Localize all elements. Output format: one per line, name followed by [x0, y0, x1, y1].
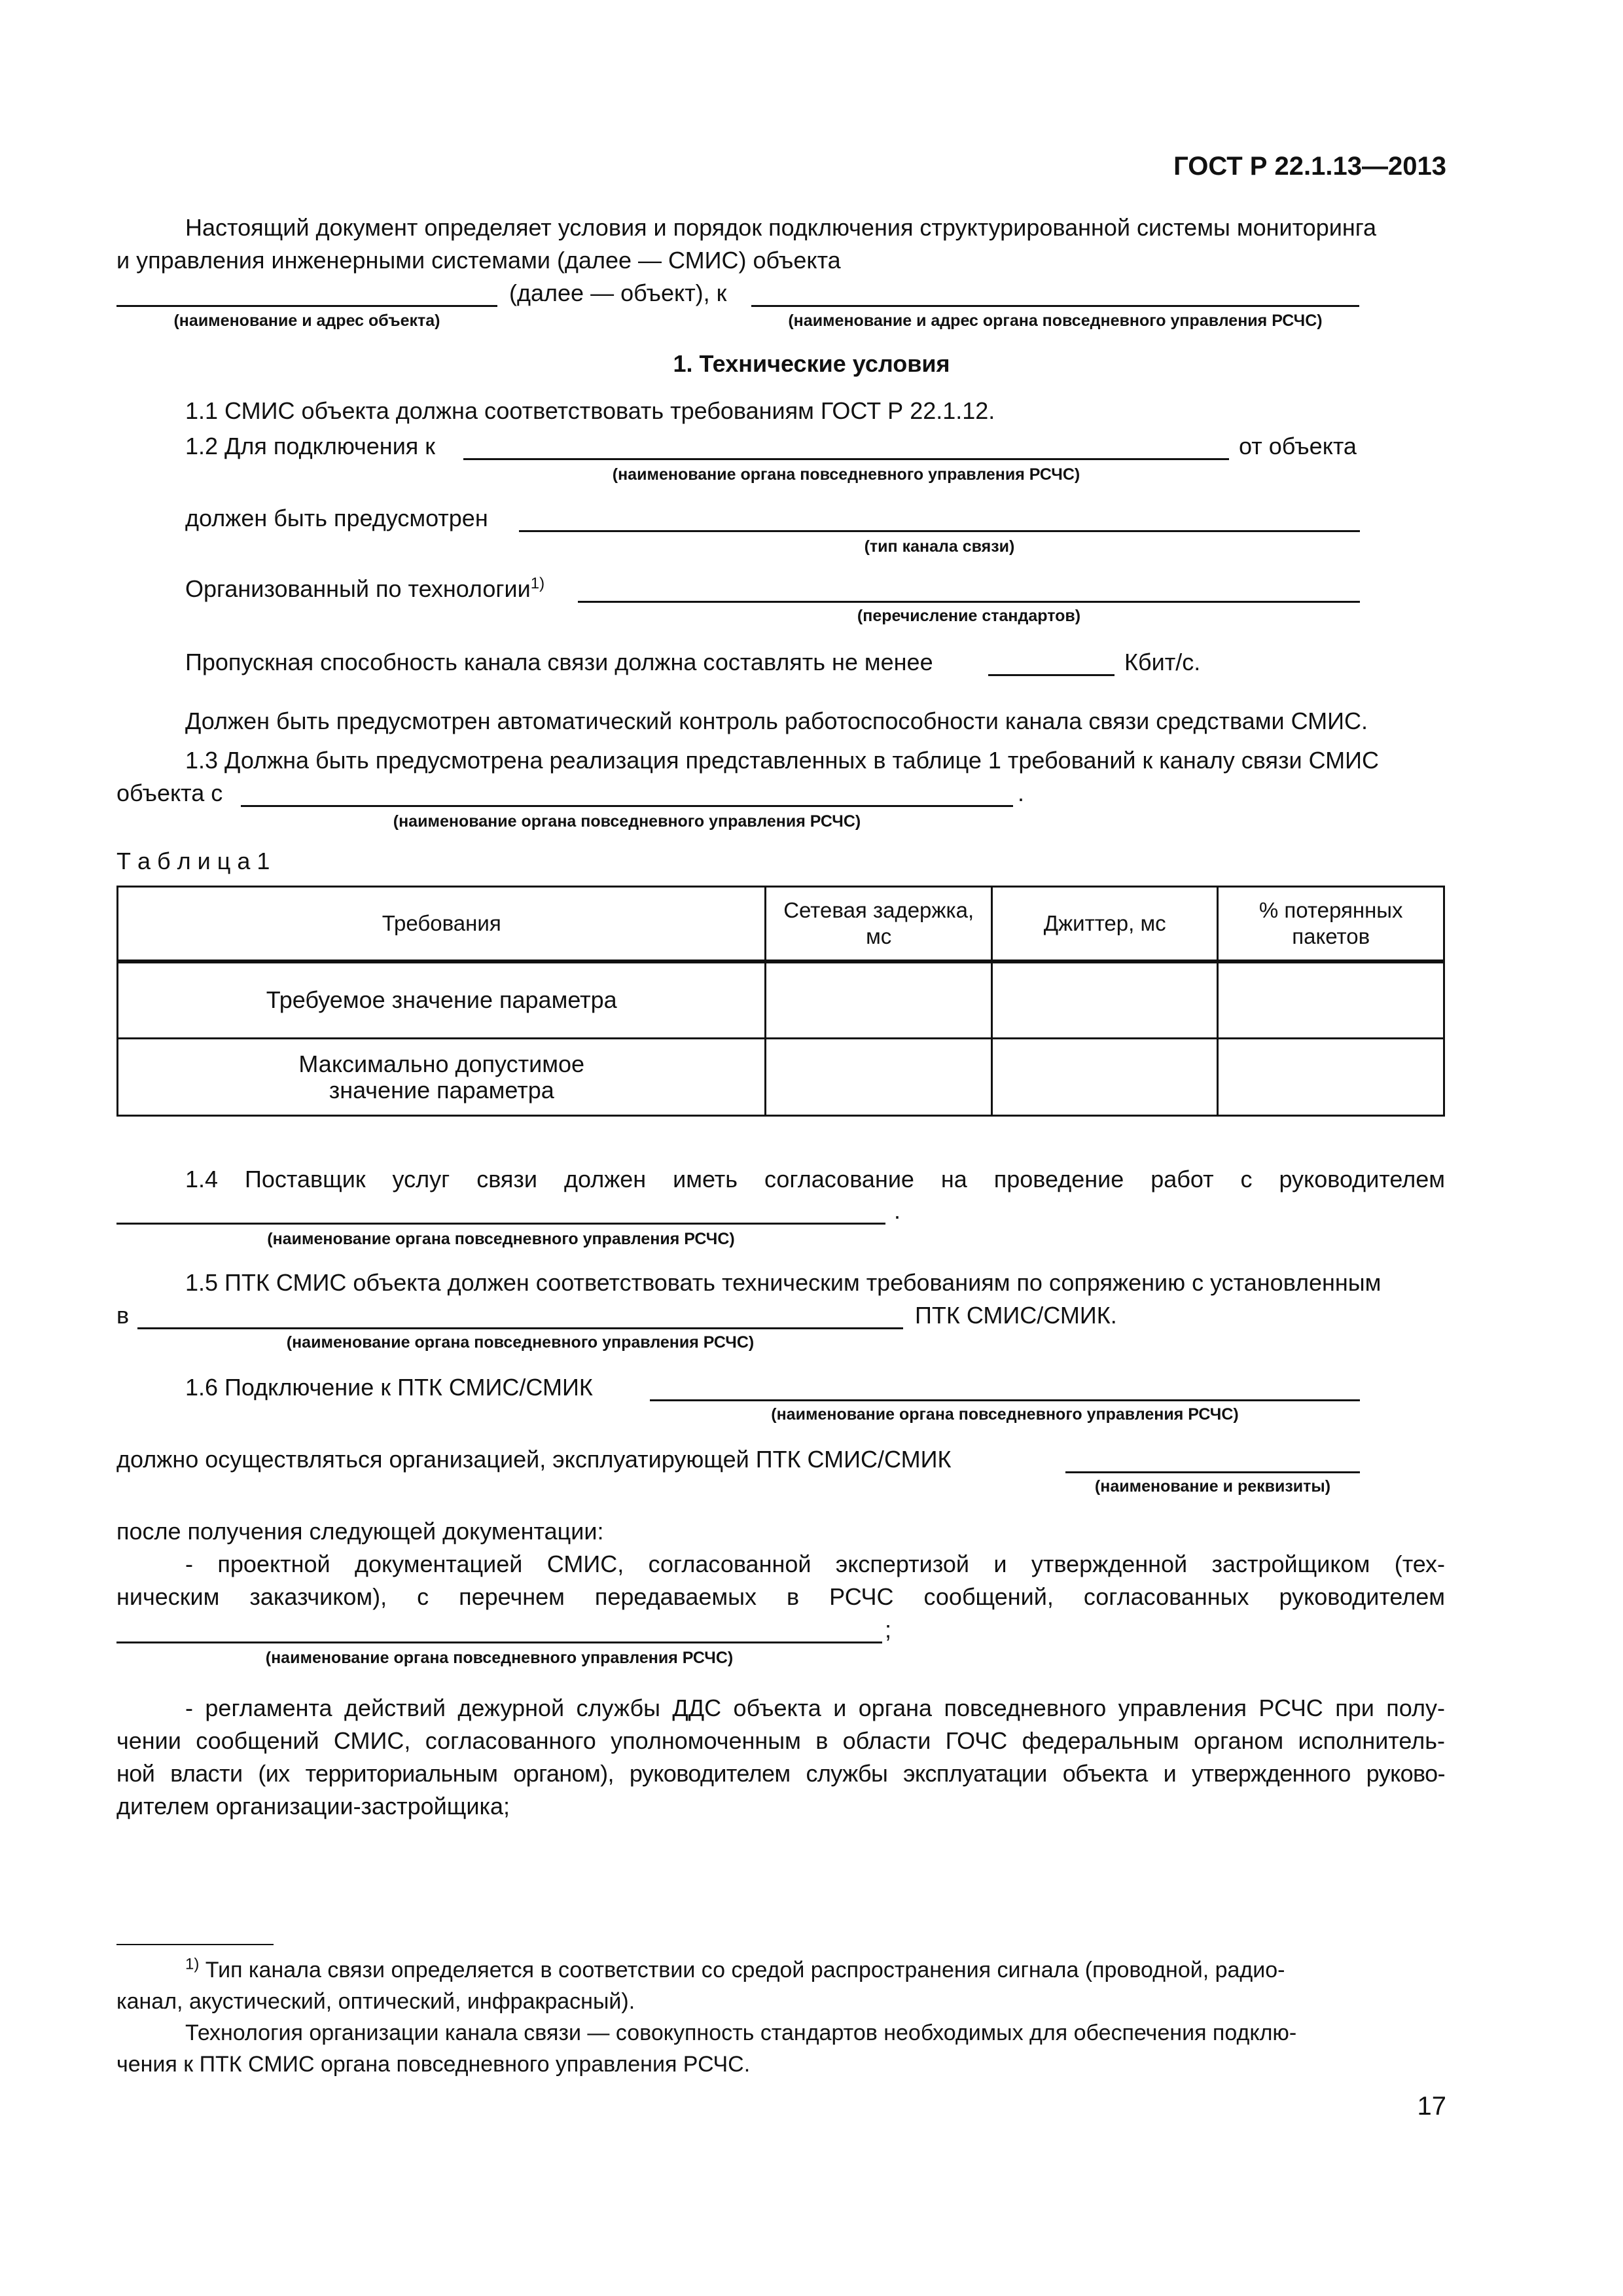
caption-1-4: (наименование органа повседневного управления РСЧС): [267, 1230, 735, 1248]
caption-item-1: (наименование органа повседневного управления РСЧС): [265, 1649, 734, 1667]
standards-field[interactable]: [578, 601, 1360, 603]
paragraph-1-4-line-1: 1.4 Поставщик услуг связи должен иметь согласование на проведение работ с руководителем: [185, 1166, 1445, 1193]
paragraph-1-4-tail: .: [894, 1197, 901, 1224]
paragraph-1-1: 1.1 СМИС объекта должна соответствовать требованиям ГОСТ Р 22.1.12.: [185, 397, 995, 424]
operator-details-field[interactable]: [1065, 1471, 1360, 1473]
technology-lead: Организованный по технологии$^{1)}$: [185, 575, 545, 602]
footnote-separator: [116, 1944, 274, 1945]
document-number: ГОСТ Р 22.1.13—2013: [1173, 152, 1446, 181]
table-row: [118, 1039, 1444, 1116]
cell-required-jitter[interactable]: [991, 961, 1218, 1039]
row-label-required: Требуемое значение параметра: [118, 961, 766, 1039]
doc-item-1-line-2: ническим заказчиком), с перечнем передаваемых в РСЧС сообщений, согласованных руководителем: [116, 1583, 1445, 1610]
cell-max-loss[interactable]: [1218, 1039, 1444, 1116]
requirements-table: [116, 886, 1445, 1117]
header-network-delay: Сетевая задержка, мс: [766, 887, 992, 961]
control-text: Должен быть предусмотрен автоматический контроль работоспособности канала связи средствами СМИС.: [185, 708, 1368, 734]
paragraph-1-3-lead: объекта с: [116, 780, 223, 806]
organ-field-1-6[interactable]: [650, 1399, 1360, 1401]
channel-type-field[interactable]: [519, 530, 1360, 532]
bandwidth-field[interactable]: [988, 674, 1115, 676]
cell-required-delay[interactable]: [766, 961, 992, 1039]
page-number: 17: [1417, 2092, 1446, 2121]
caption-organ: (наименование и адрес органа повседневного управления РСЧС): [788, 312, 1323, 330]
paragraph-1-3-tail: .: [1018, 780, 1025, 806]
table-label: Т а б л и ц а 1: [116, 848, 270, 874]
footnote-line-3: Технология организации канала связи — совокупность стандартов необходимых для обеспечения подклю-: [185, 2020, 1297, 2045]
paragraph-1-2-lead: 1.2 Для подключения к: [185, 433, 436, 459]
caption-operator-details: (наименование и реквизиты): [1094, 1477, 1331, 1496]
caption-1-6: (наименование органа повседневного управления РСЧС): [771, 1405, 1239, 1424]
cell-max-jitter[interactable]: [991, 1039, 1218, 1116]
paragraph-1-5-line-1: 1.5 ПТК СМИС объекта должен соответствовать техническим требованиям по сопряжению с установленным: [185, 1269, 1382, 1296]
footnote-mark: 1): [185, 1955, 200, 1973]
bandwidth-lead: Пропускная способность канала связи должна составлять не менее: [185, 649, 933, 675]
footnote-ref: 1): [530, 575, 545, 592]
caption-1-3: (наименование органа повседневного управления РСЧС): [393, 812, 861, 831]
header-packet-loss: % потерянных пакетов: [1218, 887, 1444, 961]
header-requirements: Требования: [118, 887, 766, 961]
doc-item-1-line-1: - проектной документацией СМИС, согласованной экспертизой и утвержденной застройщиком (тех-: [185, 1551, 1445, 1577]
cell-required-loss[interactable]: [1218, 961, 1444, 1039]
paragraph-1-2-tail: от объекта: [1239, 433, 1357, 459]
footnote-line-2: канал, акустический, оптический, инфракрасный).: [116, 1989, 635, 2014]
intro-mid-text: (далее — объект), к: [509, 279, 727, 306]
organ-field-item-1[interactable]: [116, 1641, 882, 1643]
paragraph-1-5-tail: ПТК СМИС/СМИК.: [915, 1302, 1117, 1329]
footnote-line-4: чения к ПТК СМИС органа повседневного управления РСЧС.: [116, 2052, 751, 2077]
header-jitter: Джиттер, мс: [991, 887, 1218, 961]
organ-field-1-5[interactable]: [137, 1327, 903, 1329]
organ-field-1-3[interactable]: [241, 805, 1013, 807]
object-name-field[interactable]: [116, 305, 497, 307]
section-title: 1. Технические условия: [673, 350, 950, 377]
cell-max-delay[interactable]: [766, 1039, 992, 1116]
row-label-maximum: Максимально допустимое значение параметра: [118, 1039, 766, 1116]
caption-object: (наименование и адрес объекта): [173, 312, 440, 330]
paragraph-1-6-lead: 1.6 Подключение к ПТК СМИС/СМИК: [185, 1374, 593, 1401]
paragraph-1-5-lead: в: [116, 1302, 130, 1329]
doc-item-2-line-1: - регламента действий дежурной службы ДДС объекта и органа повседневного управления РСЧС при полу-: [185, 1695, 1445, 1721]
table-row: [118, 961, 1444, 1039]
caption-1-5: (наименование органа повседневного управления РСЧС): [286, 1333, 755, 1352]
intro-line-2: и управления инженерными системами (далее — СМИС) объекта: [116, 247, 841, 274]
table-header-row: [118, 887, 1444, 961]
doc-item-1-tail: ;: [885, 1616, 892, 1643]
caption-channel-type: (тип канала связи): [864, 537, 1015, 556]
doc-item-2-line-3: ной власти (их территориальным органом), руководителем службы эксплуатации объекта и утвержденного руково-: [116, 1760, 1445, 1787]
footnote-line-1: $^{1)}$ Тип канала связи определяется в соответствии со средой распространения сигнала (проводной, радио-: [185, 1955, 1285, 1982]
organ-field-1-2[interactable]: [463, 458, 1229, 460]
doc-item-2-line-4: дителем организации-застройщика;: [116, 1793, 510, 1820]
paragraph-1-3-line-1: 1.3 Должна быть предусмотрена реализация представленных в таблице 1 требований к каналу связи СМИС: [185, 747, 1380, 774]
documentation-lead: после получения следующей документации:: [116, 1518, 604, 1545]
bandwidth-unit: Кбит/с.: [1124, 649, 1201, 675]
organ-name-field[interactable]: [751, 305, 1359, 307]
operator-lead: должно осуществляться организацией, эксплуатирующей ПТК СМИС/СМИК: [116, 1446, 952, 1473]
intro-line-1: Настоящий документ определяет условия и порядок подключения структурированной системы мониторинга: [185, 214, 1377, 241]
caption-1-2: (наименование органа повседневного управления РСЧС): [612, 465, 1080, 484]
organ-field-1-4[interactable]: [116, 1223, 885, 1225]
doc-item-2-line-2: чении сообщений СМИС, согласованного уполномоченным в области ГОЧС федеральным органом исполнитель-: [116, 1727, 1445, 1754]
channel-lead: должен быть предусмотрен: [185, 505, 488, 531]
caption-standards: (перечисление стандартов): [857, 607, 1081, 625]
